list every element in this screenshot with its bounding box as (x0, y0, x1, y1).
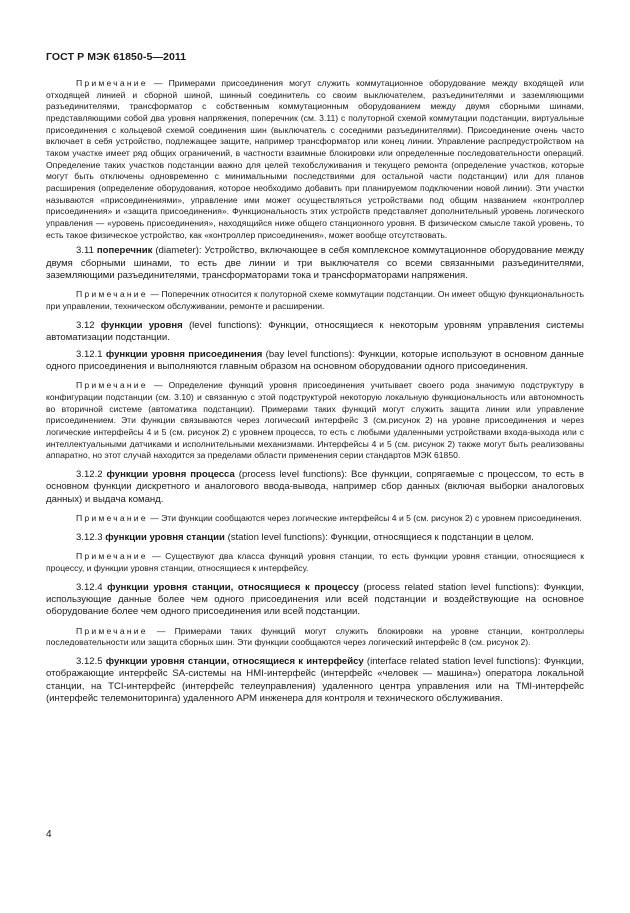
note-text: — Эти функции сообщаются через логические интерфейсы 4 и 5 (см. рисунок 2) с уровнем присоединения. (147, 513, 582, 524)
note-text: — Поперечник относится к полуторной схеме коммутации подстанции. Он имеет общую функциональность при управлении, техническом обслуживании, ремонте и расширении. (46, 289, 584, 312)
definition-3-12-2 (46, 469, 584, 506)
clause-number: 3.12.2 (76, 468, 107, 480)
page-header-title: ГОСТ Р МЭК 61850-5—2011 (46, 51, 187, 63)
note-station-level (46, 551, 584, 574)
term: функции уровня присоединения (105, 348, 263, 360)
clause-number: 3.12 (76, 319, 101, 331)
page-body (46, 78, 584, 706)
clause-number: 3.12.3 (76, 531, 106, 543)
term: функции уровня станции (105, 531, 225, 543)
note-text: — Примерами присоединения могут служить коммутационное оборудование между входящей или отходящей линией и сборной шиной, шинный соединитель со своим выключателем, разъединителями и заземляющими разъединителями, трансформатор с собственным коммутационным оборудованием между двумя сборными шинами, представляющими собой два уровня напряжения, поперечник (см. 3.11) с полуторной схемой коммутации подстанции, виртуальные присоединения с кольцевой схемой соединения шин (выключатель с соседними разъединителями). Присоединение очень часто включает в себя устройство, подлежащее защите, например трансформатор или конец линии. Управление распредустройством на таком участке имеет ряд общих ограничений, в частности взаимные блокировки или определенные последовательности операций. Определение таких участков подстанции важно для целей техобслуживания и текущего ремонта (определение участков, которые могут быть отключены одновременно с минимальными последствиями для остальной части подстанции) или для планов расширения (определение оборудования, которое необходимо добавить при планируемом подключении новой линии). Эти участки называются «присоединениями», управление ими может осуществляться устройствами под общим названием «контроллер присоединения» и «защита присоединения». Функциональность этих устройств представляет дополнительный уровень логического управления — «уровень присоединения», находящийся ниже общего станционного уровня. В физическом смысле такой уровень, то есть такое физическое устройство, как «контроллер присоединения», может вообще отсутствовать. (46, 78, 584, 240)
note-process-level (46, 513, 584, 525)
definition-3-12-1 (46, 349, 584, 374)
note-label: Примечание (76, 380, 148, 391)
note-process-station (46, 626, 584, 649)
note-bay-level (46, 380, 584, 462)
term: поперечник (96, 245, 153, 257)
note-diameter (46, 289, 584, 312)
definition-text: (bay level functions): Функции, которые используют в основном данные одного присоединения и выполняются главным образом на основном оборудовании одного присоединения. (46, 348, 584, 372)
note-text: — Существуют два класса функций уровня станции, то есть функции уровня станции, относящиеся к процессу, и функции уровня станции, относящиеся к интерфейсу. (46, 551, 584, 573)
clause-number: 3.12.4 (76, 581, 108, 593)
clause-number: 3.11 (76, 245, 97, 257)
definition-3-12-3 (46, 532, 584, 544)
definition-text: (process related station level functions): Функции, использующие данные более чем одного присоединения или всей подстанции и воздействующие на основное оборудование более чем одного присоединения или всей подстанции. (46, 581, 584, 618)
note-label: Примечание (76, 625, 148, 636)
note-label: Примечание (76, 289, 148, 300)
page-number: 4 (46, 829, 52, 840)
definition-3-11 (46, 245, 584, 282)
definition-3-12 (46, 320, 584, 345)
definition-text: (process level functions): Все функции, сопрягаемые с процессом, то есть в основном функции дискретного и аналогового ввода-вывода, например сбор данных (включая выборки аналоговых данных) и выдача команд. (46, 468, 585, 505)
term: функции уровня (100, 319, 183, 331)
note-label: Примечание (76, 513, 148, 524)
note-text: — Определение функций уровня присоединения учитывает своего рода значимую подструктуру в конфигурации подстанции (см. 3.10) и связанную с этой подструктурой некоторую локальную функциональность или автономность во вторичной системе (автоматика подстанции). Примерами таких функций могут служить защита линии или управление присоединением. Эти функции связываются через логический интерфейс 3 (см.рисунок 2) на уровне присоединения и через логические интерфейсы 4 и 5 (см. рисунок 2) с уровнем процесса, то есть с любыми удаленными устройствами входа-выхода или с интеллектуальными датчиками и исполнительными механизмами. Интерфейсы 4 и 5 (см. рисунок 2) также могут быть реализованы аппаратно, но этот случай находится за пределами области применения серии стандартов МЭК 61850. (46, 380, 584, 461)
note-label: Примечание (76, 551, 148, 562)
clause-number: 3.12.5 (76, 656, 106, 668)
definition-text: (level functions): Функции, относящиеся к некоторым уровням управления системы автоматизации подстанции. (46, 319, 584, 344)
term: функции уровня станции, относящиеся к процессу (107, 581, 359, 593)
note-label: Примечание (76, 78, 148, 88)
definition-3-12-5 (46, 656, 584, 706)
definition-text: (diameter): Устройство, включающее в себя комплексное коммутационное оборудование между двумя сборными шинами, то есть две линии и три выключателя со всеми связанными разъединителями, заземляющими разъединителями, трансформаторами тока и трансформаторами напряжения. (46, 245, 585, 281)
term: функции уровня процесса (106, 468, 235, 480)
note-text: — Примерами таких функций могут служить блокировки на уровне станции, контроллеры последовательности или защита сборных шин. Эти функции сообщаются через логический интерфейс 8 (см. рисунок 2). (46, 625, 584, 648)
clause-number: 3.12.1 (76, 348, 106, 360)
note-bay-examples (46, 78, 584, 241)
definition-text: (station level functions): Функции, относящиеся к подстанции в целом. (224, 531, 534, 543)
definition-text: (interface related station level functions): Функции, отображающие интерфейс SA-системы на HMI-интерфейс (интерфейс «человек — машина») оператора локальной станции, на TCI-интерфейс (интерфейс телеуправления) удаленного центра управления или на TMI-интерфейс (интерфейс телемониторинга) удаленного АРМ инженера для контроля и технического обслуживания. (46, 656, 584, 705)
definition-3-12-4 (46, 582, 584, 619)
term: функции уровня станции, относящиеся к интерфейсу (105, 656, 364, 668)
